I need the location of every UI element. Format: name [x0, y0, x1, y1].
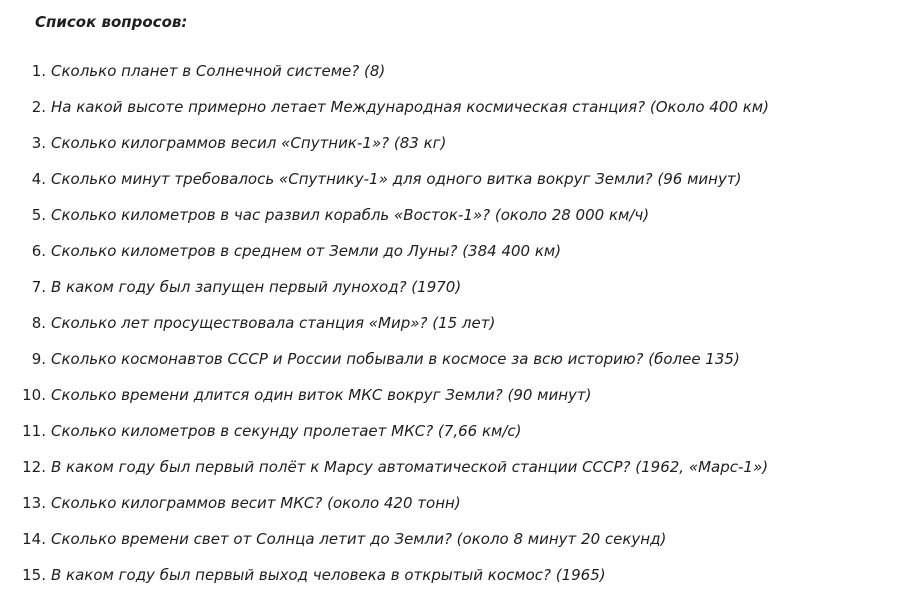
- question-item: [0, 97, 769, 133]
- question-item: [0, 385, 769, 421]
- question-item: [0, 457, 769, 493]
- question-text: В каком году был первый полёт к Марсу автоматической станции СССР? (1962, «Марс-1»): [51, 458, 769, 476]
- question-item: [0, 61, 769, 97]
- question-number: 3.: [31, 134, 46, 152]
- question-text: Сколько времени свет от Солнца летит до Земли? (около 8 минут 20 секунд): [51, 530, 667, 548]
- question-number: 7.: [31, 278, 46, 296]
- question-text: Сколько километров в среднем от Земли до Луны? (384 400 км): [51, 242, 562, 260]
- question-item: [0, 565, 769, 601]
- question-item: [0, 313, 769, 349]
- question-number: 8.: [31, 314, 46, 332]
- question-text: Сколько времени длится один виток МКС вокруг Земли? (90 минут): [51, 386, 592, 404]
- question-text: Сколько килограммов весил «Спутник-1»? (83 кг): [51, 134, 447, 152]
- question-item: [0, 169, 769, 205]
- question-number: 11.: [22, 422, 46, 440]
- question-number: 2.: [31, 98, 46, 116]
- question-item: [0, 241, 769, 277]
- question-number: 1.: [31, 62, 46, 80]
- question-item: [0, 277, 769, 313]
- question-number: 12.: [22, 458, 46, 476]
- question-list: [0, 61, 769, 601]
- question-item: [0, 133, 769, 169]
- question-number: 5.: [31, 206, 46, 224]
- question-number: 15.: [22, 566, 46, 584]
- question-number: 6.: [31, 242, 46, 260]
- question-text: Сколько километров в секунду пролетает МКС? (7,66 км/с): [51, 422, 522, 440]
- question-text: Сколько планет в Солнечной системе? (8): [51, 62, 386, 80]
- question-text: Сколько километров в час развил корабль «Восток-1»? (около 28 000 км/ч): [51, 206, 650, 224]
- question-number: 14.: [22, 530, 46, 548]
- question-number: 4.: [31, 170, 46, 188]
- question-text: В каком году был первый выход человека в открытый космос? (1965): [51, 566, 606, 584]
- question-item: [0, 421, 769, 457]
- question-text: Сколько лет просуществовала станция «Мир»? (15 лет): [51, 314, 496, 332]
- question-item: [0, 349, 769, 385]
- question-text: Сколько килограммов весит МКС? (около 420 тонн): [51, 494, 461, 512]
- question-number: 9.: [31, 350, 46, 368]
- question-text: Сколько космонавтов СССР и России побывали в космосе за всю историю? (более 135): [51, 350, 740, 368]
- question-text: В каком году был запущен первый луноход? (1970): [51, 278, 462, 296]
- question-text: На какой высоте примерно летает Международная космическая станция? (Около 400 км): [51, 98, 769, 116]
- question-number: 13.: [22, 494, 46, 512]
- question-item: [0, 529, 769, 565]
- question-number: 10.: [22, 386, 46, 404]
- question-item: [0, 493, 769, 529]
- list-heading: Список вопросов:: [35, 13, 188, 31]
- question-text: Сколько минут требовалось «Спутнику-1» для одного витка вокруг Земли? (96 минут): [51, 170, 742, 188]
- question-item: [0, 205, 769, 241]
